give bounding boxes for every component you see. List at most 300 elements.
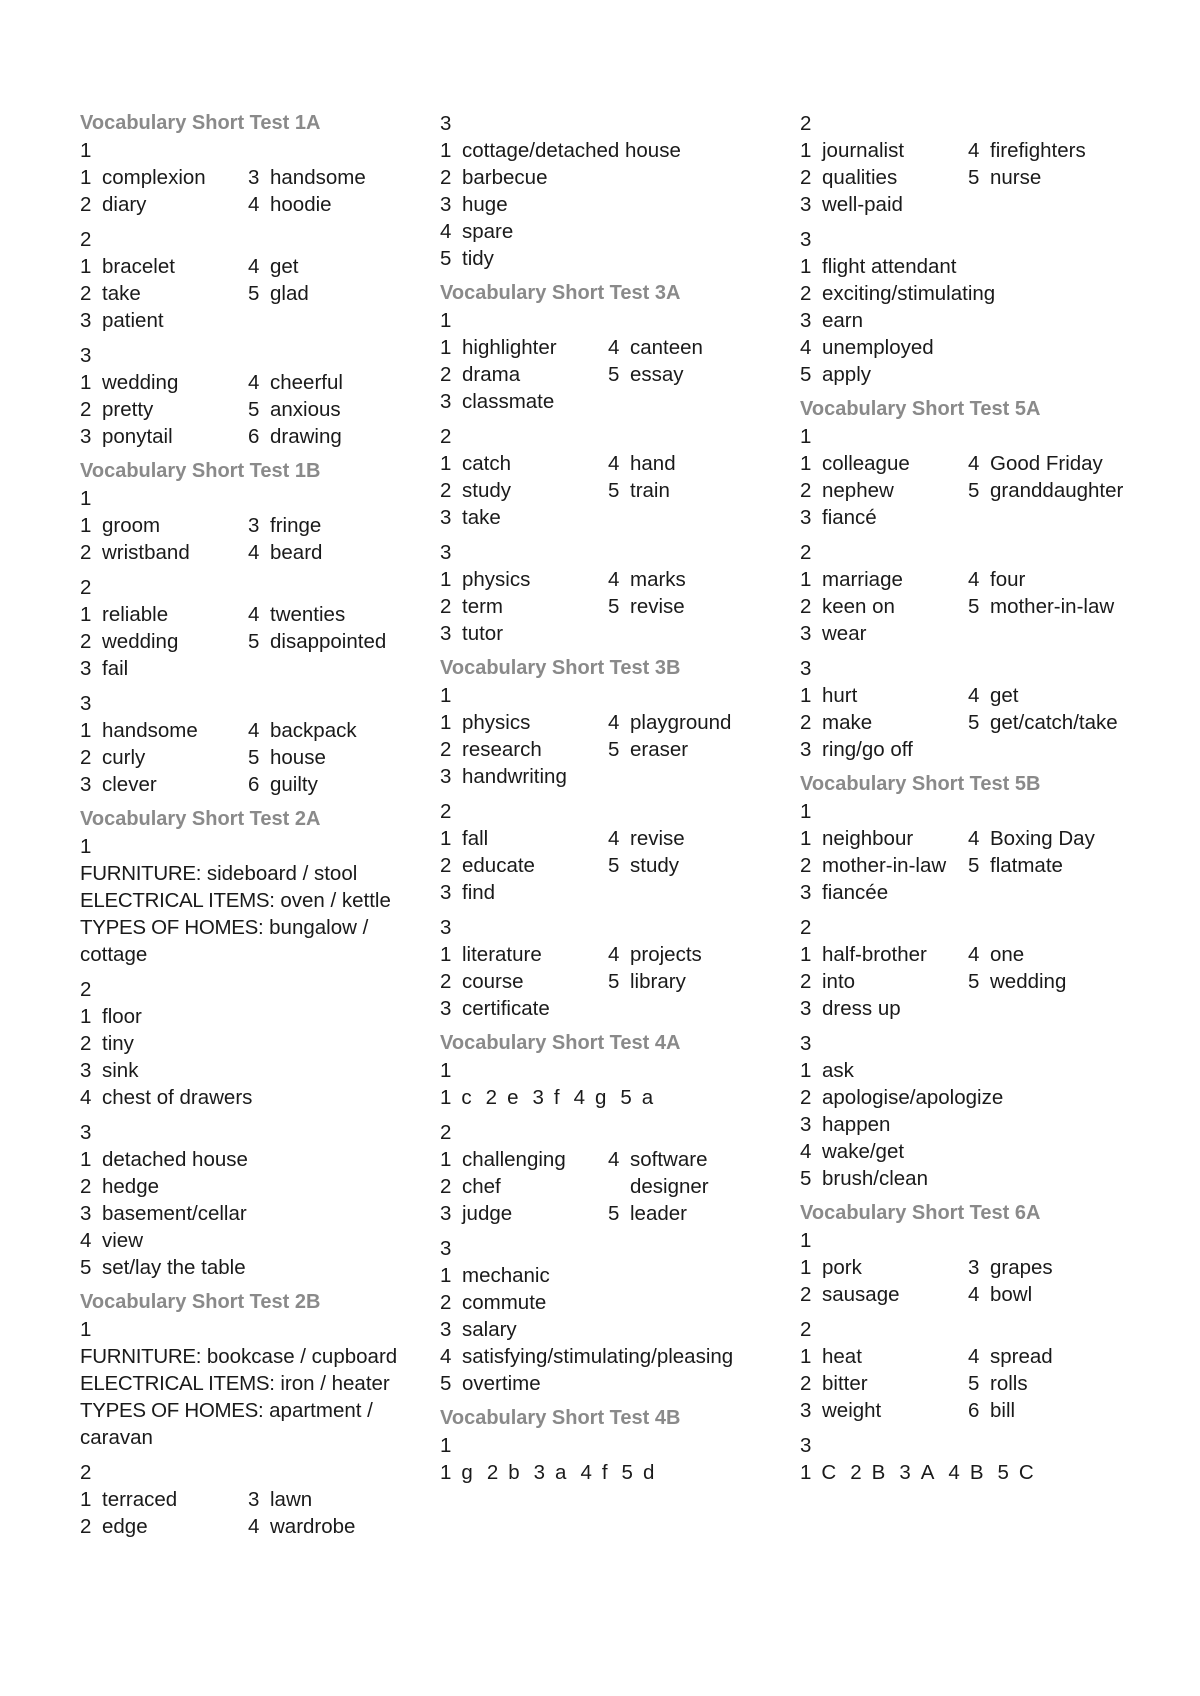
item-answer: cheerful	[270, 371, 343, 394]
item-answer: essay	[630, 363, 684, 386]
answer-item	[800, 1111, 1130, 1138]
answer-grid	[440, 334, 770, 415]
answer-item	[80, 655, 248, 682]
answer-item	[968, 593, 1130, 620]
answer-item	[800, 504, 968, 531]
item-number: 4	[968, 684, 980, 707]
answer-col-right	[968, 1343, 1130, 1424]
answer-grid	[80, 1486, 410, 1540]
item-number: 4	[608, 1148, 620, 1171]
answer-col-right	[608, 941, 770, 1022]
answer-pair	[998, 1459, 1034, 1486]
answer-col-left	[440, 1146, 608, 1227]
item-number: 2	[80, 1175, 92, 1198]
exercise-number: 2	[440, 425, 452, 448]
exercise-number: 3	[440, 916, 452, 939]
item-number: 4	[573, 1086, 585, 1109]
answer-item	[968, 825, 1130, 852]
answer-item	[800, 1138, 1130, 1165]
exercise	[440, 1432, 770, 1486]
item-answer: handwriting	[462, 765, 567, 788]
inline-answers	[440, 1084, 770, 1111]
test-section	[80, 458, 410, 798]
item-number: 5	[608, 970, 620, 993]
answer-col-left	[800, 1254, 968, 1308]
answer-grid	[800, 825, 1130, 906]
item-number: 5	[968, 1372, 980, 1395]
item-answer: unemployed	[822, 336, 934, 359]
item-answer: pork	[822, 1256, 862, 1279]
section-title: Vocabulary Short Test 3A	[440, 282, 681, 304]
item-answer: chef	[462, 1175, 501, 1198]
test-section	[800, 1200, 1130, 1486]
answer-item	[248, 512, 410, 539]
exercise	[80, 1459, 410, 1540]
item-answer: software designer	[630, 1148, 709, 1198]
item-answer: firefighters	[990, 139, 1086, 162]
answer-item	[968, 1281, 1130, 1308]
exercise	[80, 1119, 410, 1281]
item-number: 5	[968, 166, 980, 189]
item-answer: floor	[102, 1005, 142, 1028]
answer-item	[440, 852, 608, 879]
answer-item	[440, 1370, 770, 1397]
item-answer: groom	[102, 514, 161, 537]
answer-pair	[580, 1459, 607, 1486]
answer-item	[968, 1370, 1130, 1397]
exercise	[440, 110, 770, 272]
item-answer: drawing	[270, 425, 342, 448]
item-answer: basement/cellar	[102, 1202, 247, 1225]
exercise-number: 2	[440, 800, 452, 823]
item-number: 5	[248, 398, 260, 421]
answer-item	[248, 253, 410, 280]
answer-item	[968, 477, 1130, 504]
exercise	[800, 539, 1130, 647]
item-answer: e	[507, 1086, 519, 1109]
answer-item	[968, 137, 1130, 164]
answer-item	[440, 968, 608, 995]
item-number: 5	[968, 595, 980, 618]
answer-item	[800, 879, 968, 906]
answer-col-left	[800, 825, 968, 906]
item-answer: twenties	[270, 603, 346, 626]
exercise-number: 2	[800, 916, 812, 939]
item-number: 5	[440, 1372, 452, 1395]
category-label: ELECTRICAL ITEMS:	[80, 889, 275, 912]
item-number: 1	[440, 1461, 452, 1484]
item-number: 4	[968, 139, 980, 162]
item-answer: fiancée	[822, 881, 889, 904]
answer-item	[800, 1397, 968, 1424]
answer-item	[80, 512, 248, 539]
answer-item	[968, 1397, 1130, 1424]
item-answer: ring/go off	[822, 738, 913, 761]
answer-item	[608, 450, 770, 477]
item-number: 5	[620, 1086, 632, 1109]
answer-item	[440, 361, 608, 388]
item-answer: bitter	[822, 1372, 868, 1395]
answer-item	[248, 280, 410, 307]
answer-item	[608, 334, 770, 361]
answer-col-right	[248, 1486, 410, 1540]
item-answer: wear	[822, 622, 867, 645]
item-number: 2	[850, 1461, 862, 1484]
item-answer: study	[630, 854, 679, 877]
answer-grid	[800, 1343, 1130, 1424]
item-answer: disappointed	[270, 630, 387, 653]
exercise-number: 2	[800, 112, 812, 135]
answer-item	[440, 137, 770, 164]
item-answer: educate	[462, 854, 535, 877]
item-number: 4	[440, 1345, 452, 1368]
item-number: 1	[800, 1345, 812, 1368]
answer-col-left	[80, 512, 248, 566]
answer-item	[800, 1370, 968, 1397]
answer-pair	[622, 1459, 655, 1486]
item-number: 3	[968, 1256, 980, 1279]
item-number: 5	[248, 282, 260, 305]
answer-item	[440, 477, 608, 504]
item-number: 5	[248, 746, 260, 769]
item-answer: marriage	[822, 568, 903, 591]
answer-item	[800, 1057, 1130, 1084]
answer-item	[968, 968, 1130, 995]
item-answer: get	[990, 684, 1019, 707]
item-answer: ask	[822, 1059, 854, 1082]
category-answers: iron / heater	[280, 1372, 390, 1395]
item-answer: fall	[462, 827, 489, 850]
item-answer: beard	[270, 541, 323, 564]
item-number: 3	[80, 657, 92, 680]
answer-grid	[80, 512, 410, 566]
item-number: 2	[800, 1372, 812, 1395]
answer-item	[80, 717, 248, 744]
item-answer: satisfying/stimulating/pleasing	[462, 1345, 734, 1368]
exercise	[440, 1235, 770, 1397]
item-number: 1	[800, 1256, 812, 1279]
item-answer: well-paid	[822, 193, 903, 216]
answer-item	[80, 1254, 410, 1281]
category-line	[80, 914, 410, 968]
answer-item	[440, 995, 608, 1022]
item-number: 1	[800, 255, 812, 278]
answer-item	[80, 164, 248, 191]
category-line	[80, 1370, 410, 1397]
item-number: 2	[800, 479, 812, 502]
answer-item	[440, 879, 608, 906]
item-answer: edge	[102, 1515, 148, 1538]
answer-item	[608, 477, 770, 504]
category-answers: apartment / caravan	[80, 1399, 373, 1449]
item-number: 3	[800, 622, 812, 645]
answer-item	[440, 1289, 770, 1316]
answer-item	[800, 191, 968, 218]
exercise-number: 1	[440, 309, 452, 332]
item-answer: spare	[462, 220, 514, 243]
answer-item	[248, 1486, 410, 1513]
item-answer: get/catch/take	[990, 711, 1118, 734]
item-number: 2	[800, 854, 812, 877]
answer-item	[248, 369, 410, 396]
item-number: 2	[440, 363, 452, 386]
answer-grid	[440, 566, 770, 647]
answer-item	[608, 852, 770, 879]
item-number: 4	[968, 1283, 980, 1306]
answer-pair	[948, 1459, 983, 1486]
answer-item	[248, 744, 410, 771]
exercise	[800, 226, 1130, 388]
answer-item	[608, 736, 770, 763]
item-number: 2	[440, 479, 452, 502]
answer-item	[248, 601, 410, 628]
answer-item	[800, 995, 968, 1022]
item-answer: wristband	[102, 541, 190, 564]
exercise-number: 3	[80, 1121, 92, 1144]
item-answer: sausage	[822, 1283, 900, 1306]
item-number: 3	[800, 1113, 812, 1136]
item-number: 3	[440, 1202, 452, 1225]
answer-item	[800, 253, 1130, 280]
answer-col-left	[800, 941, 968, 1022]
answer-col-right	[248, 253, 410, 334]
test-section	[440, 1030, 770, 1397]
answer-item	[440, 1316, 770, 1343]
item-answer: diary	[102, 193, 147, 216]
answer-grid	[440, 825, 770, 906]
answer-col-left	[440, 709, 608, 790]
item-answer: revise	[630, 827, 685, 850]
answer-pair	[800, 1459, 836, 1486]
item-number: 5	[621, 1461, 633, 1484]
answer-item	[248, 539, 410, 566]
item-number: 1	[800, 1461, 812, 1484]
item-answer: mother-in-law	[822, 854, 947, 877]
item-number: 4	[80, 1086, 92, 1109]
answer-grid	[800, 137, 1130, 218]
category-label: ELECTRICAL ITEMS:	[80, 1372, 275, 1395]
answer-col-left	[440, 566, 608, 647]
answer-item	[800, 709, 968, 736]
item-answer: f	[553, 1086, 560, 1109]
item-number: 3	[800, 738, 812, 761]
answer-item	[440, 941, 608, 968]
item-number: 3	[80, 1059, 92, 1082]
item-number: 6	[248, 425, 260, 448]
answer-item	[80, 1003, 410, 1030]
answer-item	[608, 566, 770, 593]
item-answer: wardrobe	[270, 1515, 356, 1538]
exercise-number: 1	[800, 425, 812, 448]
answer-col-right	[608, 566, 770, 647]
exercise	[440, 539, 770, 647]
answer-item	[608, 968, 770, 995]
exercise	[80, 833, 410, 968]
item-number: 2	[800, 711, 812, 734]
answer-item	[80, 280, 248, 307]
item-answer: complexion	[102, 166, 206, 189]
exercise-number: 3	[440, 1237, 452, 1260]
answer-col-right	[608, 450, 770, 531]
test-section	[440, 110, 770, 272]
exercise-number: 3	[800, 1434, 812, 1457]
answer-item	[80, 423, 248, 450]
item-number: 4	[608, 711, 620, 734]
category-label: TYPES OF HOMES:	[80, 916, 264, 939]
item-answer: mother-in-law	[990, 595, 1115, 618]
answer-item	[800, 968, 968, 995]
answer-item	[440, 1173, 608, 1200]
item-number: 1	[800, 684, 812, 707]
answer-item	[80, 1486, 248, 1513]
exercise-number: 3	[800, 657, 812, 680]
item-answer: ponytail	[102, 425, 173, 448]
answer-item	[248, 1513, 410, 1540]
item-number: 1	[800, 1059, 812, 1082]
answer-col-right	[968, 682, 1130, 763]
item-answer: wedding	[102, 371, 179, 394]
item-answer: handsome	[102, 719, 198, 742]
answer-col-right	[968, 941, 1130, 1022]
answer-grid	[800, 450, 1130, 531]
answer-grid	[440, 709, 770, 790]
answer-pair	[534, 1459, 567, 1486]
item-number: 2	[485, 1086, 498, 1109]
answer-item	[440, 593, 608, 620]
item-number: 5	[800, 1167, 812, 1190]
exercise-number: 3	[440, 112, 452, 135]
item-number: 1	[800, 827, 812, 850]
item-number: 4	[800, 336, 812, 359]
item-number: 3	[440, 765, 452, 788]
item-number: 2	[800, 1086, 812, 1109]
item-answer: b	[508, 1461, 520, 1484]
answer-item	[248, 164, 410, 191]
item-number: 1	[440, 139, 452, 162]
exercise-number: 1	[440, 1434, 452, 1457]
item-answer: term	[462, 595, 503, 618]
answer-col-right	[968, 825, 1130, 906]
category-line	[80, 887, 410, 914]
item-number: 2	[440, 1175, 452, 1198]
answer-grid	[80, 253, 410, 334]
item-number: 4	[248, 541, 260, 564]
answer-item	[800, 852, 968, 879]
answer-col-left	[800, 682, 968, 763]
exercise-number: 1	[80, 835, 92, 858]
answer-grid	[440, 941, 770, 1022]
answer-item	[608, 361, 770, 388]
item-number: 5	[608, 738, 620, 761]
item-answer: heat	[822, 1345, 862, 1368]
answer-item	[800, 164, 968, 191]
item-answer: hurt	[822, 684, 858, 707]
item-answer: take	[102, 282, 141, 305]
answer-item	[440, 218, 770, 245]
answer-item	[440, 504, 608, 531]
test-section	[440, 280, 770, 647]
item-number: 4	[968, 943, 980, 966]
answer-col-right	[248, 717, 410, 798]
answer-item	[248, 771, 410, 798]
exercise	[80, 1316, 410, 1451]
answer-col-right	[608, 1146, 770, 1227]
exercise	[80, 226, 410, 334]
item-number: 5	[608, 363, 620, 386]
item-answer: classmate	[462, 390, 555, 413]
item-answer: lawn	[270, 1488, 313, 1511]
exercise	[800, 798, 1130, 906]
item-answer: flight attendant	[822, 255, 957, 278]
item-answer: research	[462, 738, 542, 761]
exercise	[440, 914, 770, 1022]
answer-item	[440, 1146, 608, 1173]
answer-item	[440, 1262, 770, 1289]
answer-item	[80, 1200, 410, 1227]
item-answer: take	[462, 506, 501, 529]
exercise	[440, 1119, 770, 1227]
item-number: 2	[80, 630, 92, 653]
answer-item	[800, 1254, 968, 1281]
exercise	[80, 574, 410, 682]
item-answer: fail	[102, 657, 129, 680]
item-answer: apply	[822, 363, 872, 386]
item-answer: eraser	[630, 738, 689, 761]
answer-item	[800, 334, 1130, 361]
exercise	[80, 976, 410, 1111]
item-number: 5	[80, 1256, 92, 1279]
item-number: 2	[440, 854, 452, 877]
item-answer: guilty	[270, 773, 318, 796]
exercise-number: 3	[800, 228, 812, 251]
item-answer: bowl	[990, 1283, 1033, 1306]
answer-grid	[440, 450, 770, 531]
answer-col-right	[248, 601, 410, 682]
item-answer: reliable	[102, 603, 169, 626]
exercise-number: 3	[80, 692, 92, 715]
item-number: 4	[248, 371, 260, 394]
exercise-number: 2	[80, 1461, 92, 1484]
item-number: 3	[800, 1399, 812, 1422]
answer-col-left	[800, 566, 968, 647]
answer-item	[800, 1165, 1130, 1192]
item-answer: qualities	[822, 166, 898, 189]
answer-grid	[80, 369, 410, 450]
item-number: 3	[800, 881, 812, 904]
answer-pair	[487, 1459, 520, 1486]
item-number: 2	[800, 282, 812, 305]
item-number: 3	[532, 1086, 544, 1109]
item-number: 5	[248, 630, 260, 653]
item-answer: apologise/apologize	[822, 1086, 1004, 1109]
section-title: Vocabulary Short Test 3B	[440, 657, 681, 679]
answer-item	[440, 1343, 770, 1370]
item-answer: journalist	[822, 139, 905, 162]
answer-item	[440, 825, 608, 852]
item-number: 4	[580, 1461, 592, 1484]
item-number: 2	[80, 282, 92, 305]
item-number: 1	[800, 139, 812, 162]
exercise	[80, 690, 410, 798]
answer-item	[80, 253, 248, 280]
exercise	[80, 485, 410, 566]
answer-item	[440, 164, 770, 191]
answer-item	[80, 1146, 410, 1173]
answer-grid	[800, 682, 1130, 763]
item-number: 2	[440, 738, 452, 761]
answer-col-left	[800, 450, 968, 531]
item-number: 4	[440, 220, 452, 243]
